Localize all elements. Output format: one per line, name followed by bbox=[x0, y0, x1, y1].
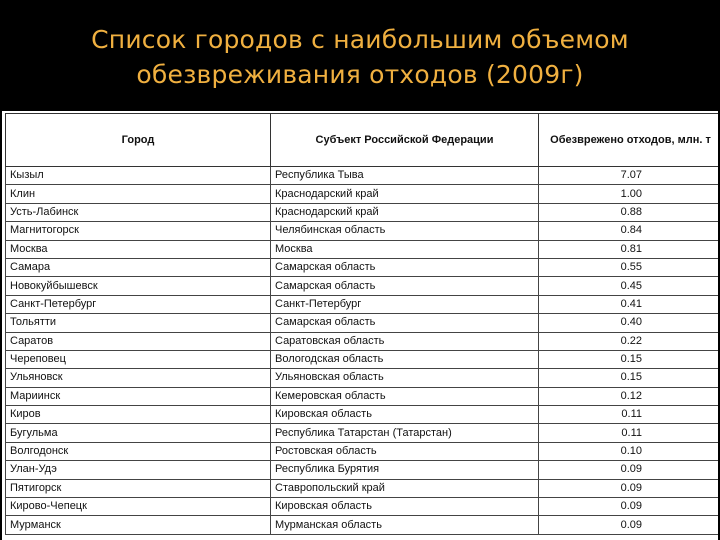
header-region: Субъект Российской Федерации bbox=[271, 114, 539, 167]
cell-city: Самара bbox=[6, 258, 271, 276]
table-row bbox=[6, 350, 719, 368]
cell-amount: 0.12 bbox=[539, 387, 719, 405]
cell-city: Мурманск bbox=[6, 516, 271, 534]
cell-city: Улан-Удэ bbox=[6, 461, 271, 479]
table-row bbox=[6, 479, 719, 497]
cell-city: Клин bbox=[6, 185, 271, 203]
cell-amount: 0.81 bbox=[539, 240, 719, 258]
cell-region: Саратовская область bbox=[271, 332, 539, 350]
cell-amount: 0.09 bbox=[539, 516, 719, 534]
cell-amount: 1.00 bbox=[539, 185, 719, 203]
title-line-1: Список городов с наибольшим объемом bbox=[91, 25, 629, 54]
cell-city: Мариинск bbox=[6, 387, 271, 405]
table-row bbox=[6, 258, 719, 276]
table-header-row bbox=[6, 114, 719, 167]
cell-amount: 0.55 bbox=[539, 258, 719, 276]
header-city: Город bbox=[6, 114, 271, 167]
cell-amount: 0.41 bbox=[539, 295, 719, 313]
cell-city: Череповец bbox=[6, 350, 271, 368]
cell-region: Санкт-Петербург bbox=[271, 295, 539, 313]
cell-region: Краснодарский край bbox=[271, 185, 539, 203]
table-row bbox=[6, 295, 719, 313]
cell-region: Челябинская область bbox=[271, 222, 539, 240]
cell-amount: 0.15 bbox=[539, 350, 719, 368]
cell-region: Ростовская область bbox=[271, 442, 539, 460]
cell-region: Кемеровская область bbox=[271, 387, 539, 405]
cell-region: Ставропольский край bbox=[271, 479, 539, 497]
cell-city: Ульяновск bbox=[6, 369, 271, 387]
cell-region: Самарская область bbox=[271, 258, 539, 276]
cell-region: Республика Тыва bbox=[271, 167, 539, 185]
cell-amount: 7.07 bbox=[539, 167, 719, 185]
slide-title bbox=[0, 22, 720, 92]
cell-amount: 0.40 bbox=[539, 314, 719, 332]
cell-city: Усть-Лабинск bbox=[6, 203, 271, 221]
cell-amount: 0.88 bbox=[539, 203, 719, 221]
cell-region: Кировская область bbox=[271, 498, 539, 516]
table-row bbox=[6, 498, 719, 516]
cell-city: Тольятти bbox=[6, 314, 271, 332]
cell-region: Краснодарский край bbox=[271, 203, 539, 221]
table-row bbox=[6, 203, 719, 221]
cell-city: Магнитогорск bbox=[6, 222, 271, 240]
cell-region: Республика Бурятия bbox=[271, 461, 539, 479]
table-row bbox=[6, 406, 719, 424]
table-row bbox=[6, 369, 719, 387]
cell-amount: 0.11 bbox=[539, 406, 719, 424]
cell-amount: 0.84 bbox=[539, 222, 719, 240]
table-row bbox=[6, 461, 719, 479]
cell-amount: 0.22 bbox=[539, 332, 719, 350]
cell-region: Мурманская область bbox=[271, 516, 539, 534]
cell-amount: 0.09 bbox=[539, 479, 719, 497]
table-row bbox=[6, 167, 719, 185]
cell-city: Новокуйбышевск bbox=[6, 277, 271, 295]
cell-amount: 0.09 bbox=[539, 498, 719, 516]
table-row bbox=[6, 387, 719, 405]
cell-city: Кирово-Чепецк bbox=[6, 498, 271, 516]
table-row bbox=[6, 277, 719, 295]
waste-table bbox=[5, 113, 718, 535]
table-body bbox=[6, 167, 719, 535]
table-row bbox=[6, 332, 719, 350]
table-row bbox=[6, 314, 719, 332]
cell-city: Бугульма bbox=[6, 424, 271, 442]
cell-region: Самарская область bbox=[271, 314, 539, 332]
cell-city: Москва bbox=[6, 240, 271, 258]
cell-amount: 0.45 bbox=[539, 277, 719, 295]
cell-city: Волгодонск bbox=[6, 442, 271, 460]
cell-amount: 0.15 bbox=[539, 369, 719, 387]
cell-region: Кировская область bbox=[271, 406, 539, 424]
cell-region: Вологодская область bbox=[271, 350, 539, 368]
cell-city: Киров bbox=[6, 406, 271, 424]
table-image bbox=[2, 111, 718, 540]
cell-city: Саратов bbox=[6, 332, 271, 350]
table-row bbox=[6, 222, 719, 240]
table-row bbox=[6, 240, 719, 258]
cell-amount: 0.09 bbox=[539, 461, 719, 479]
cell-city: Санкт-Петербург bbox=[6, 295, 271, 313]
cell-region: Москва bbox=[271, 240, 539, 258]
cell-city: Кызыл bbox=[6, 167, 271, 185]
cell-amount: 0.11 bbox=[539, 424, 719, 442]
cell-region: Ульяновская область bbox=[271, 369, 539, 387]
table-row bbox=[6, 516, 719, 534]
table-row bbox=[6, 442, 719, 460]
cell-region: Самарская область bbox=[271, 277, 539, 295]
table-row bbox=[6, 424, 719, 442]
cell-amount: 0.10 bbox=[539, 442, 719, 460]
title-line-2: обезвреживания отходов (2009г) bbox=[136, 60, 584, 89]
table-row bbox=[6, 185, 719, 203]
cell-city: Пятигорск bbox=[6, 479, 271, 497]
cell-region: Республика Татарстан (Татарстан) bbox=[271, 424, 539, 442]
header-amount: Обезврежено отходов, млн. т bbox=[539, 114, 719, 167]
